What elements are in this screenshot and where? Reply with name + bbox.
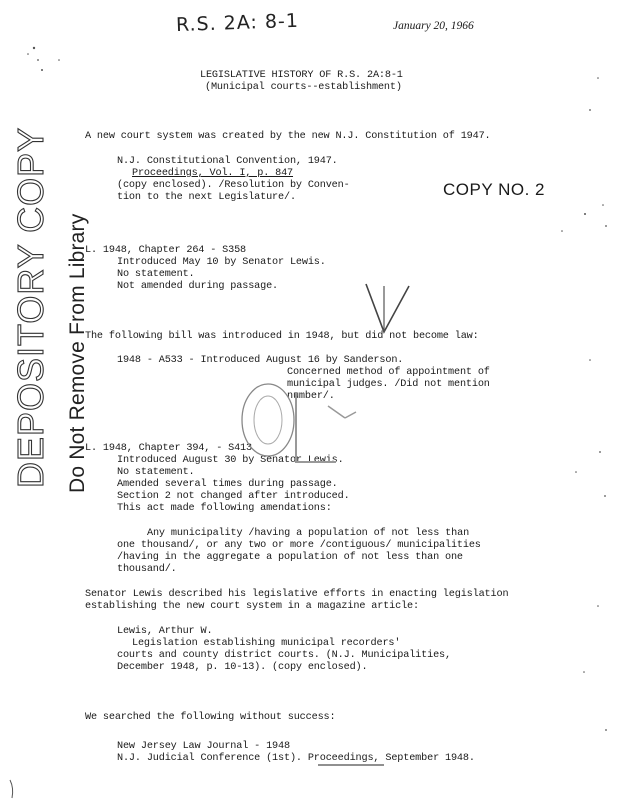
source-line-2: N.J. Judicial Conference (1st). Proceedings, September 1948. bbox=[117, 753, 475, 764]
document-subtitle: (Municipal courts--establishment) bbox=[205, 82, 402, 93]
intro-paragraph: A new court system was created by the new N.J. Constitution of 1947. bbox=[85, 131, 491, 142]
convention-line-2: Proceedings, Vol. I, p. 847 bbox=[132, 168, 294, 179]
document-title: LEGISLATIVE HISTORY OF R.S. 2A:8-1 bbox=[200, 70, 403, 81]
law1-line-3: No statement. bbox=[117, 269, 195, 280]
law2-line-6: This act made following amendations: bbox=[117, 503, 332, 514]
bill-line-3: municipal judges. /Did not mention bbox=[287, 379, 490, 390]
quote-line-2: one thousand/, or any two or more /contiguous/ municipalities bbox=[117, 540, 481, 551]
convention-line-3: (copy enclosed). /Resolution by Conven- bbox=[117, 180, 350, 191]
article-line-4: December 1948, p. 10-13). (copy enclosed). bbox=[117, 662, 368, 673]
check-mark bbox=[366, 284, 409, 332]
law2-line-1: L. 1948, Chapter 394, - S413 bbox=[85, 443, 252, 454]
quote-line-3: /having in the aggregate a population of not less than one bbox=[117, 552, 463, 563]
lewis-paragraph-line-1: Senator Lewis described his legislative efforts in enacting legislation bbox=[85, 589, 509, 600]
convention-line-1: N.J. Constitutional Convention, 1947. bbox=[117, 156, 338, 167]
article-author: Lewis, Arthur W. bbox=[117, 626, 213, 637]
copy-number-stamp: COPY NO. 2 bbox=[443, 180, 545, 199]
convention-line-4: tion to the next Legislature/. bbox=[117, 192, 296, 203]
document-date: January 20, 1966 bbox=[393, 20, 474, 32]
depository-copy-stamp: DEPOSITORY COPY bbox=[10, 126, 51, 488]
source-line-1: New Jersey Law Journal - 1948 bbox=[117, 741, 290, 752]
bill-line-1: 1948 - A533 - Introduced August 16 by Sanderson. bbox=[117, 355, 404, 366]
law1-line-1: L. 1948, Chapter 264 - S358 bbox=[85, 245, 247, 256]
searched-line: We searched the following without success: bbox=[85, 712, 336, 723]
bill-line-2: Concerned method of appointment of bbox=[287, 367, 490, 378]
law2-line-4: Amended several times during passage. bbox=[117, 479, 338, 490]
bill-intro: The following bill was introduced in 1948, but did not become law: bbox=[85, 331, 479, 342]
law1-line-2: Introduced May 10 by Senator Lewis. bbox=[117, 257, 326, 268]
lewis-paragraph-line-2: establishing the new court system in a magazine article: bbox=[85, 601, 419, 612]
edge-mark bbox=[10, 780, 13, 798]
quote-line-1: Any municipality /having a population of not less than bbox=[147, 528, 470, 539]
article-line-3: courts and county district courts. (N.J. Municipalities, bbox=[117, 650, 451, 661]
do-not-remove-stamp: Do Not Remove From Library bbox=[66, 213, 89, 493]
law1-line-4: Not amended during passage. bbox=[117, 281, 279, 292]
handwritten-reference: R.S. 2A: 8-1 bbox=[175, 9, 300, 37]
article-line-2: Legislation establishing municipal recorders' bbox=[132, 638, 401, 649]
law2-line-5: Section 2 not changed after introduced. bbox=[117, 491, 350, 502]
quote-line-4: thousand/. bbox=[117, 564, 177, 575]
law2-line-3: No statement. bbox=[117, 467, 195, 478]
bill-line-4: number/. bbox=[287, 391, 335, 402]
law2-line-2: Introduced August 30 by Senator Lewis. bbox=[117, 455, 344, 466]
